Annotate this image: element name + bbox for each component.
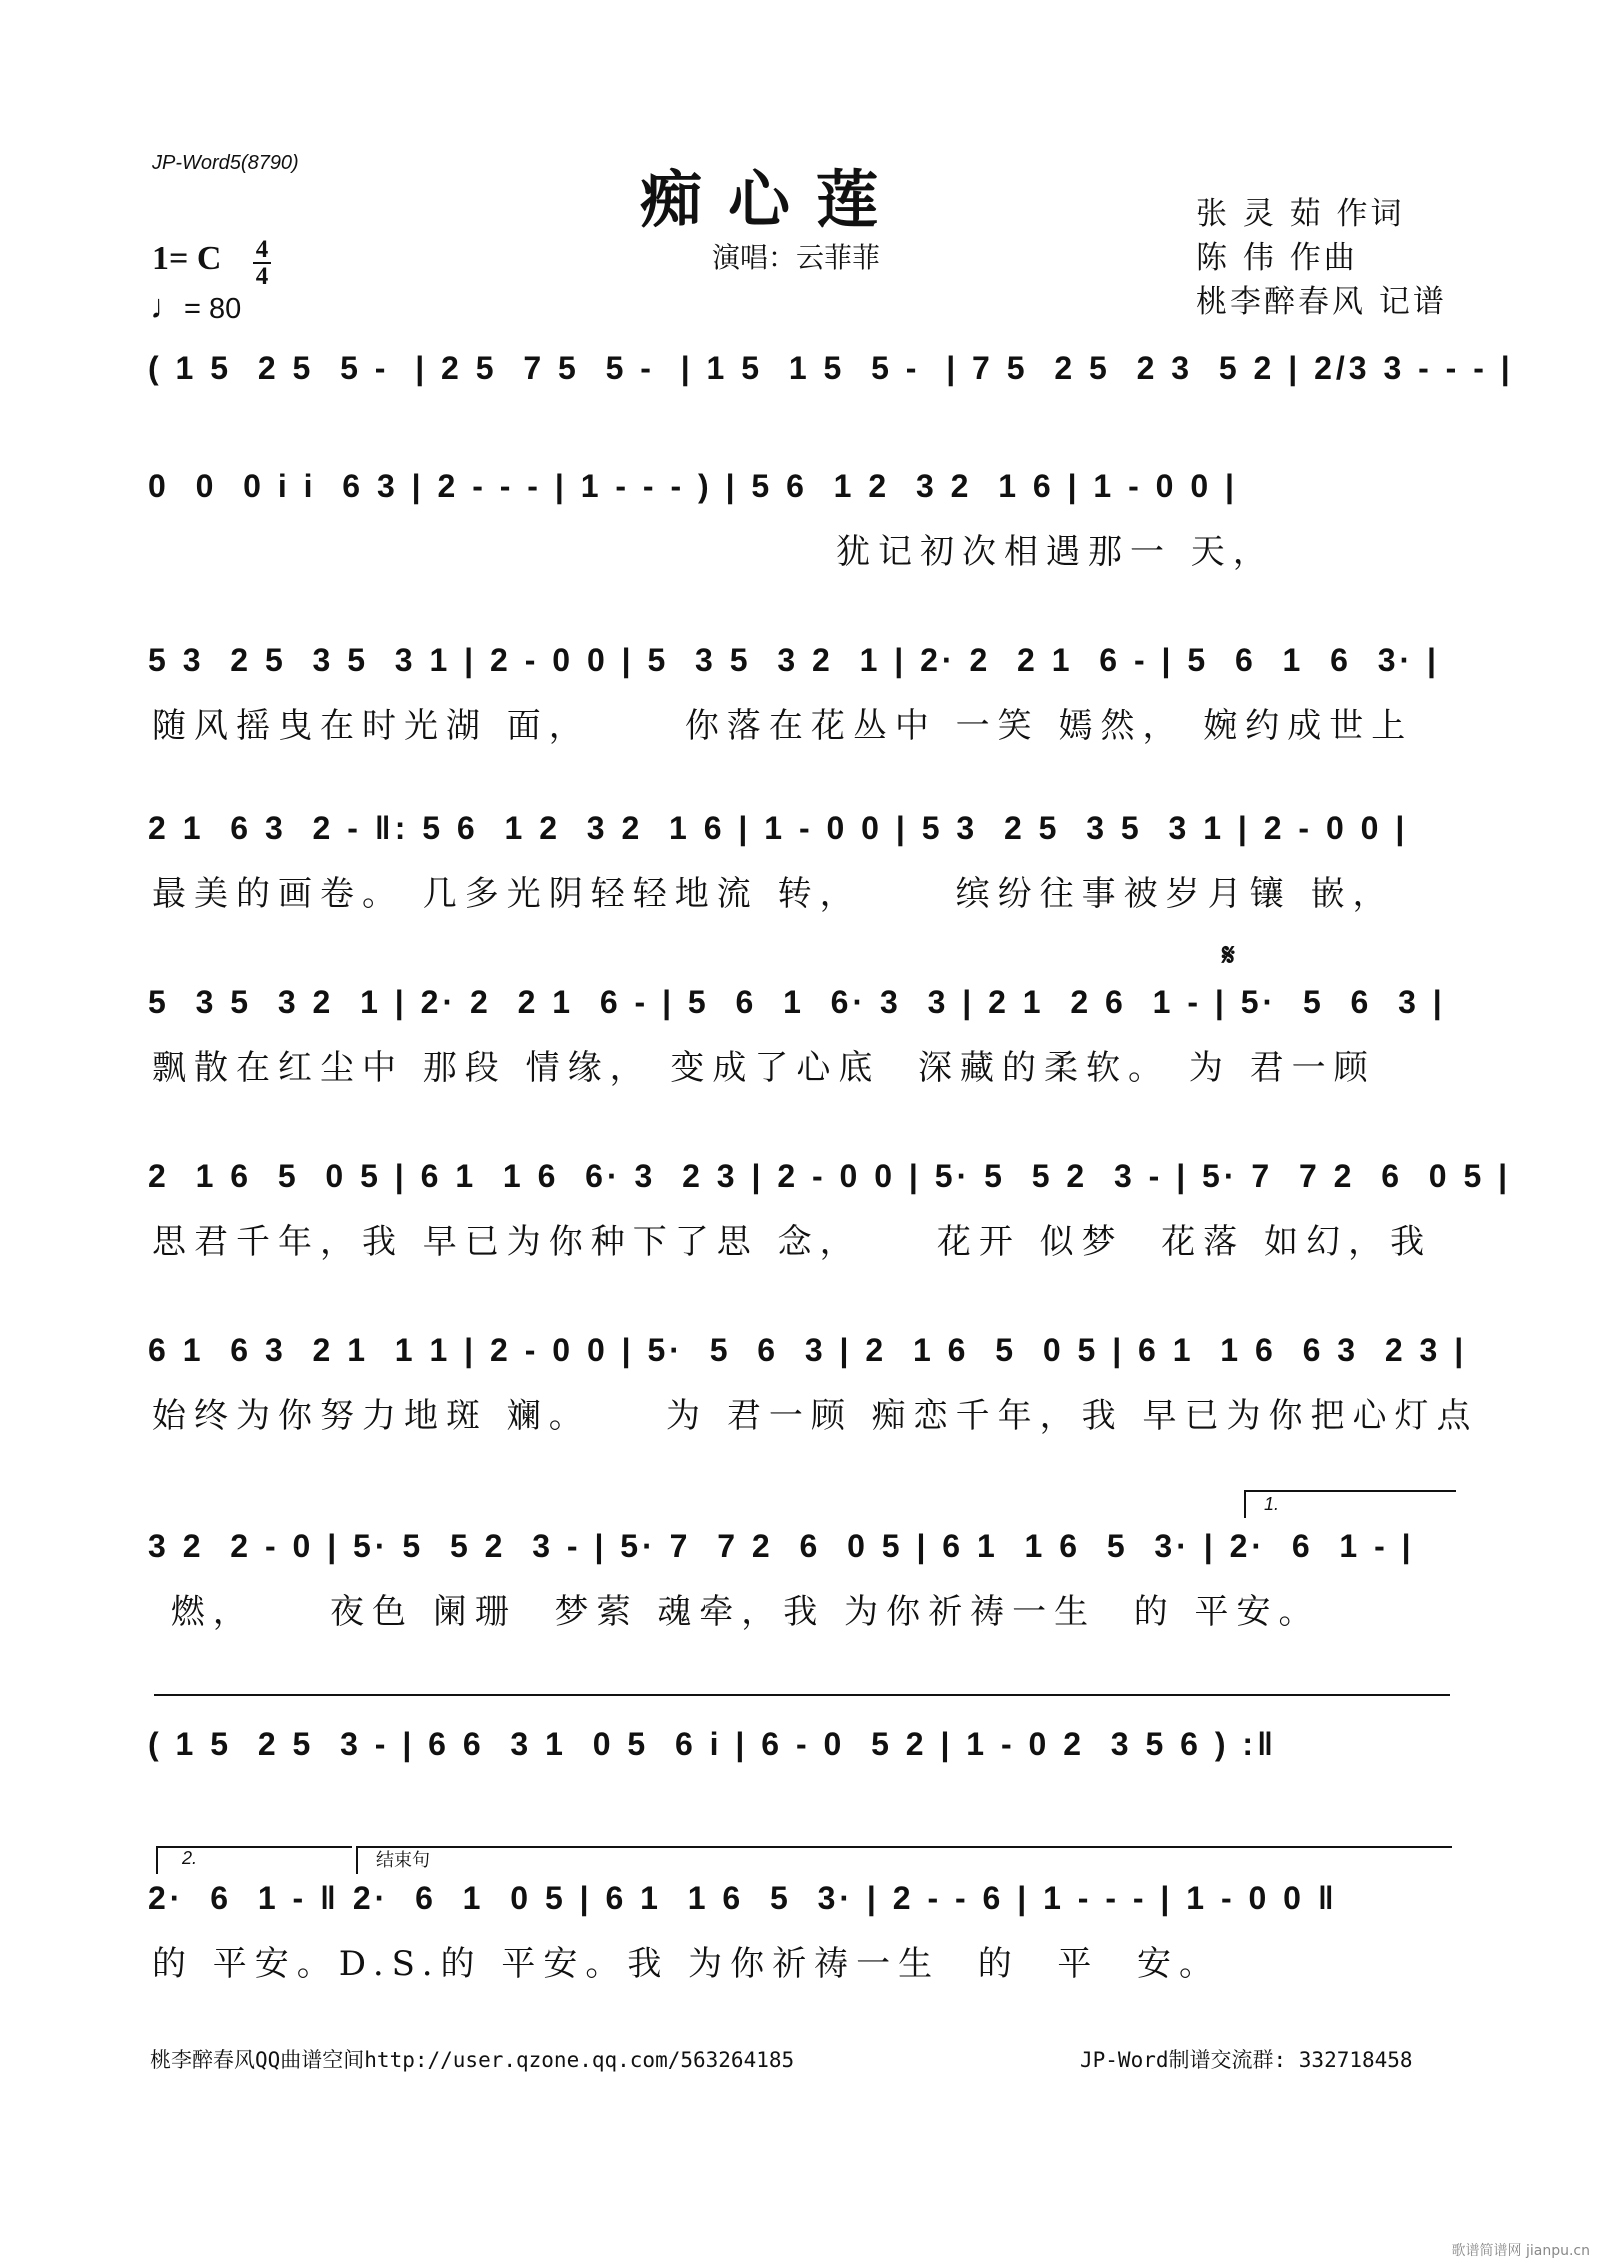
lyricist-credit: 张 灵 茹 作词	[1196, 196, 1405, 232]
score-row-10-lyrics: 的 平安。D.S.的 平安。我 为你祈祷一生 的 平 安。	[152, 1944, 1222, 1984]
time-sig-top: 4	[255, 236, 269, 263]
transcriber-credit: 桃李醉春风 记谱	[1196, 284, 1447, 320]
score-row-3-notes: 5 3 2 5 3 5 3 1 | 2 - 0 0 | 5 3 5 3 2 1 | 2· 2 2 1 6 - | 5 6 1 6 3· |	[148, 642, 1440, 678]
score-row-7-lyrics: 始终为你努力地斑 斓。 为 君一顾 痴恋千年，我 早已为你把心灯点	[152, 1396, 1479, 1436]
score-row-2-lyrics: 犹记初次相遇那一 天，	[836, 532, 1275, 572]
volta-1-label: 1.	[1264, 1494, 1280, 1514]
score-row-5-lyrics: 飘散在红尘中 那段 情缘， 变成了心底 深藏的柔软。 为 君一顾	[152, 1048, 1376, 1088]
score-row-3-lyrics: 随风摇曳在时光湖 面， 你落在花丛中 一笑 嫣然， 婉约成世上	[152, 706, 1414, 746]
tempo-value: = 80	[184, 293, 242, 325]
credits-block	[1196, 192, 1447, 324]
score-row-10-notes: 2· 6 1 - ‖ 2· 6 1 0 5 | 6 1 1 6 5 3· | 2 - - 6 | 1 - - - | 1 - 0 0 ‖	[148, 1880, 1338, 1916]
watermark-text: 歌谱简谱网 jianpu.cn	[1451, 2243, 1590, 2259]
song-title: 痴心莲	[640, 163, 905, 236]
score-row-6-lyrics: 思君千年，我 早已为你种下了思 念， 花开 似梦 花落 如幻，我	[152, 1222, 1433, 1262]
score-row-8-notes: 3 2 2 - 0 | 5· 5 5 2 3 - | 5· 7 7 2 6 0 5 | 6 1 1 6 5 3· | 2· 6 1 - |	[148, 1528, 1415, 1564]
volta-1-extension	[154, 1694, 1450, 1696]
key-signature: 1= C	[152, 240, 222, 277]
score-row-9-notes: ( 1 5 2 5 3 - | 6 6 3 1 0 5 6 i | 6 - 0 5 2 | 1 - 0 2 3 5 6 ) :‖	[148, 1726, 1277, 1762]
footer-right-text: JP-Word制谱交流群: 332718458	[1080, 2048, 1413, 2072]
footer-left-text: 桃李醉春风QQ曲谱空间http://user.qzone.qq.com/563264185	[150, 2048, 795, 2072]
score-row-5-notes: 5 3 5 3 2 1 | 2· 2 2 1 6 - | 5 6 1 6· 3 3 | 2 1 2 6 1 - | 5· 5 6 3 |	[148, 984, 1446, 1020]
tempo-marking	[150, 288, 241, 327]
time-signature	[253, 237, 271, 289]
score-row-1-notes: ( 1 5 2 5 5 - | 2 5 7 5 5 - | 1 5 1 5 5 - | 7 5 2 5 2 3 5 2 | 2/3 3 - - - |	[148, 350, 1514, 386]
coda-label: 结束句	[376, 1850, 430, 1871]
composer-credit: 陈 伟 作曲	[1196, 240, 1358, 276]
volta-2-label: 2.	[182, 1848, 198, 1868]
software-label: JP-Word5(8790)	[152, 152, 299, 174]
score-row-2-notes: 0 0 0 i i 6 3 | 2 - - - | 1 - - - ) | 5 6 1 2 3 2 1 6 | 1 - 0 0 |	[148, 468, 1238, 504]
score-row-4-notes: 2 1 6 3 2 - ‖: 5 6 1 2 3 2 1 6 | 1 - 0 0 | 5 3 2 5 3 5 3 1 | 2 - 0 0 |	[148, 810, 1409, 846]
coda-bracket	[356, 1846, 1452, 1874]
score-row-6-notes: 2 1 6 5 0 5 | 6 1 1 6 6· 3 2 3 | 2 - 0 0 | 5· 5 5 2 3 - | 5· 7 7 2 6 0 5 |	[148, 1158, 1512, 1194]
time-sig-bottom: 4	[255, 263, 269, 290]
score-row-4-lyrics: 最美的画卷。 几多光阴轻轻地流 转， 缤纷往事被岁月镶 嵌，	[152, 874, 1395, 914]
score-row-8-lyrics: 燃， 夜色 阑珊 梦萦 魂牵，我 为你祈祷一生 的 平安。	[152, 1592, 1321, 1632]
score-row-7-notes: 6 1 6 3 2 1 1 1 | 2 - 0 0 | 5· 5 6 3 | 2 1 6 5 0 5 | 6 1 1 6 6 3 2 3 |	[148, 1332, 1468, 1368]
segno-icon: 𝄋	[1222, 938, 1235, 973]
quarter-note-icon: ♩	[150, 288, 184, 326]
performer-line: 演唱：云菲菲	[712, 241, 881, 274]
